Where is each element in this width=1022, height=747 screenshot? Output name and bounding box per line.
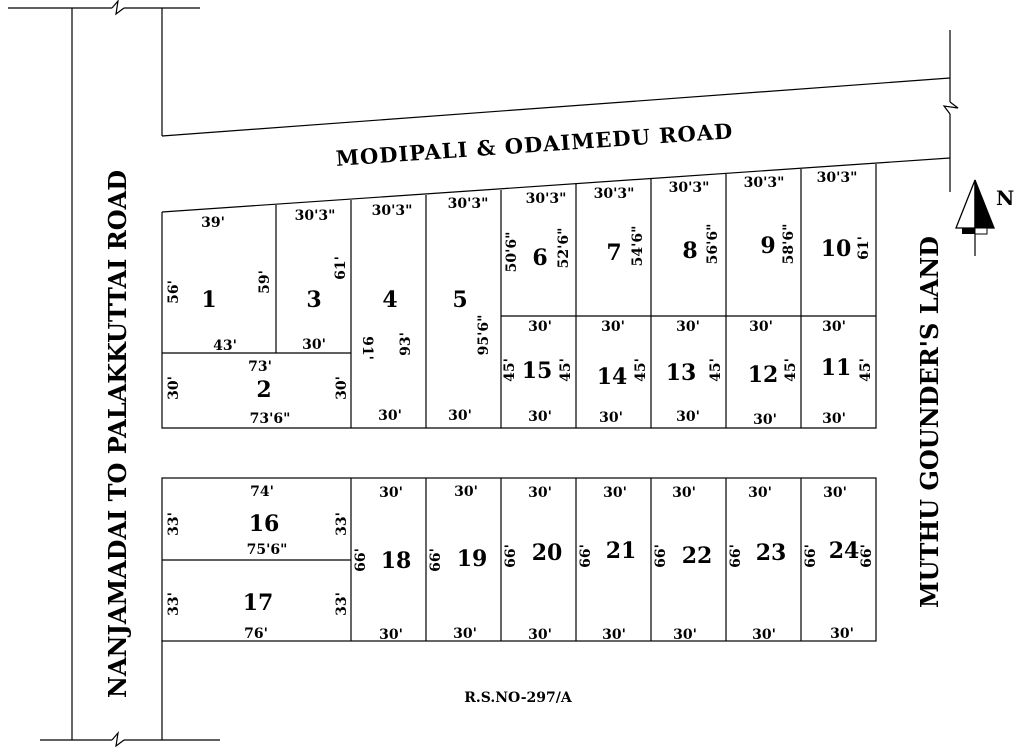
plot-number: 2 bbox=[256, 377, 272, 403]
plot-dimension: 30' bbox=[830, 626, 854, 642]
north-arrow-icon bbox=[956, 180, 994, 256]
plot-dimension: 30' bbox=[166, 376, 182, 400]
plot-dimension: 59' bbox=[257, 270, 273, 294]
plot-dimension: 66' bbox=[653, 544, 669, 568]
plot-dimension: 56' bbox=[166, 280, 182, 304]
plot-number: 17 bbox=[242, 590, 274, 616]
north-label: N bbox=[996, 186, 1015, 210]
plot-dimension: 30' bbox=[676, 409, 700, 425]
plot-number: 6 bbox=[532, 245, 548, 271]
plot-dimension: 50'6" bbox=[504, 231, 520, 273]
plot-dimension: 33' bbox=[334, 592, 350, 616]
plot-dimension: 76' bbox=[244, 626, 268, 642]
plot-dimension: 30'3" bbox=[593, 186, 635, 202]
plot-dimension: 61' bbox=[856, 236, 872, 260]
plot-number: 24 bbox=[828, 538, 860, 564]
plot-dimension: 30' bbox=[528, 319, 552, 335]
plot-dimension: 30' bbox=[453, 626, 477, 642]
plot-dimension: 54'6" bbox=[630, 225, 646, 267]
plot-dimension: 33' bbox=[166, 592, 182, 616]
plot-dimension: 30' bbox=[448, 408, 472, 424]
plot-dimension: 30'3" bbox=[371, 203, 413, 219]
plot-dimension: 43' bbox=[213, 338, 237, 354]
plot-dimension: 30' bbox=[822, 319, 846, 335]
plot-dimension: 75'6" bbox=[246, 542, 288, 558]
plot-number: 16 bbox=[248, 511, 280, 537]
plot-dimension: 30' bbox=[753, 412, 777, 428]
plot-number: 11 bbox=[820, 355, 852, 381]
plot-number: 21 bbox=[605, 538, 637, 564]
plot-dimension: 66' bbox=[803, 544, 819, 568]
plot-dimension: 66' bbox=[728, 544, 744, 568]
plot-dimension: 30'3" bbox=[743, 175, 785, 191]
plot-dimension: 45' bbox=[633, 358, 649, 382]
plot-dimension: 33' bbox=[334, 512, 350, 536]
plot-dimension: 66' bbox=[859, 544, 875, 568]
plot-dimension: 56'6" bbox=[705, 223, 721, 265]
plot-dimension: 30' bbox=[749, 319, 773, 335]
plot-dimension: 93' bbox=[398, 332, 414, 356]
plot-dimension: 95'6" bbox=[476, 314, 492, 356]
plot-dimension: 30' bbox=[528, 409, 552, 425]
plot-dimension: 30' bbox=[378, 408, 402, 424]
plot-dimension: 30' bbox=[379, 627, 403, 643]
plot-dimension: 30' bbox=[379, 485, 403, 501]
plot-number: 15 bbox=[521, 358, 553, 384]
plot-dimension: 30' bbox=[676, 319, 700, 335]
survey-number-label: R.S.NO-297/A bbox=[464, 690, 572, 706]
plot-dimension: 73' bbox=[248, 359, 272, 375]
plot-number: 18 bbox=[380, 548, 412, 574]
right-land-label: MUTHU GOUNDER'S LAND bbox=[915, 236, 944, 608]
plot-dimension: 52'6" bbox=[556, 227, 572, 269]
plot-number: 1 bbox=[201, 287, 217, 313]
plot-number: 23 bbox=[755, 540, 787, 566]
plot-dimension: 30' bbox=[602, 627, 626, 643]
road-boundaries bbox=[8, 1, 958, 746]
plot-number: 3 bbox=[306, 287, 322, 313]
plot-number: 9 bbox=[760, 233, 776, 259]
plot-number: 13 bbox=[665, 360, 697, 386]
left-road-label: NANJAMADAI TO PALAKKUTTAI ROAD bbox=[103, 169, 132, 699]
plot-number: 14 bbox=[596, 364, 628, 390]
plot-dimension: 30' bbox=[603, 485, 627, 501]
plot-dimension: 30' bbox=[454, 484, 478, 500]
plot-dimension: 30' bbox=[528, 485, 552, 501]
plot-dimension: 66' bbox=[503, 544, 519, 568]
top-road-label: MODIPALI & ODAIMEDU ROAD bbox=[334, 118, 734, 171]
plot-dimension: 66' bbox=[578, 544, 594, 568]
plot-number: 20 bbox=[531, 540, 563, 566]
plot-number: 12 bbox=[747, 362, 779, 388]
plot-dimension: 91' bbox=[359, 336, 375, 360]
plot-number: 19 bbox=[456, 546, 488, 572]
plot-dimension: 30'3" bbox=[525, 191, 567, 207]
plot-number: 5 bbox=[452, 287, 468, 313]
plot-dimension: 30'3" bbox=[294, 208, 336, 224]
plot-dimension: 30' bbox=[528, 627, 552, 643]
plot-dimension: 45' bbox=[558, 358, 574, 382]
plot-number: 7 bbox=[606, 240, 622, 266]
plot-dimension: 30' bbox=[672, 485, 696, 501]
plot-dimension: 30'3" bbox=[668, 180, 710, 196]
plot-number: 22 bbox=[681, 543, 713, 569]
plot-dimension: 30' bbox=[752, 627, 776, 643]
plot-dimension: 30' bbox=[823, 485, 847, 501]
plot-dimension: 45' bbox=[783, 358, 799, 382]
plot-dimension: 66' bbox=[428, 548, 444, 572]
plot-dimension: 39' bbox=[201, 215, 225, 231]
plot-dimension: 45' bbox=[708, 358, 724, 382]
plot-dimension: 30' bbox=[302, 337, 326, 353]
plot-dimension: 33' bbox=[166, 512, 182, 536]
plot-dimension: 30' bbox=[599, 410, 623, 426]
plot-dimension: 58'6" bbox=[781, 223, 797, 265]
plot-dimension: 73'6" bbox=[249, 411, 291, 427]
plot-dimension: 74' bbox=[250, 484, 274, 500]
plot-dimension: 30' bbox=[673, 627, 697, 643]
plot-number: 8 bbox=[682, 238, 698, 264]
plot-dimension: 30' bbox=[822, 411, 846, 427]
plot-dimension: 30'3" bbox=[447, 196, 489, 212]
plot-dimension: 66' bbox=[353, 548, 369, 572]
plot-dimension: 30' bbox=[748, 485, 772, 501]
plot-number: 10 bbox=[820, 236, 852, 262]
plot-dimension: 45' bbox=[502, 358, 518, 382]
plot-dimension: 30' bbox=[334, 376, 350, 400]
plot-dimension: 45' bbox=[858, 358, 874, 382]
plot-dimension: 61' bbox=[333, 256, 349, 280]
plot-dimension: 30'3" bbox=[816, 170, 858, 186]
plot-dimension: 30' bbox=[601, 319, 625, 335]
plot-number: 4 bbox=[382, 287, 398, 313]
